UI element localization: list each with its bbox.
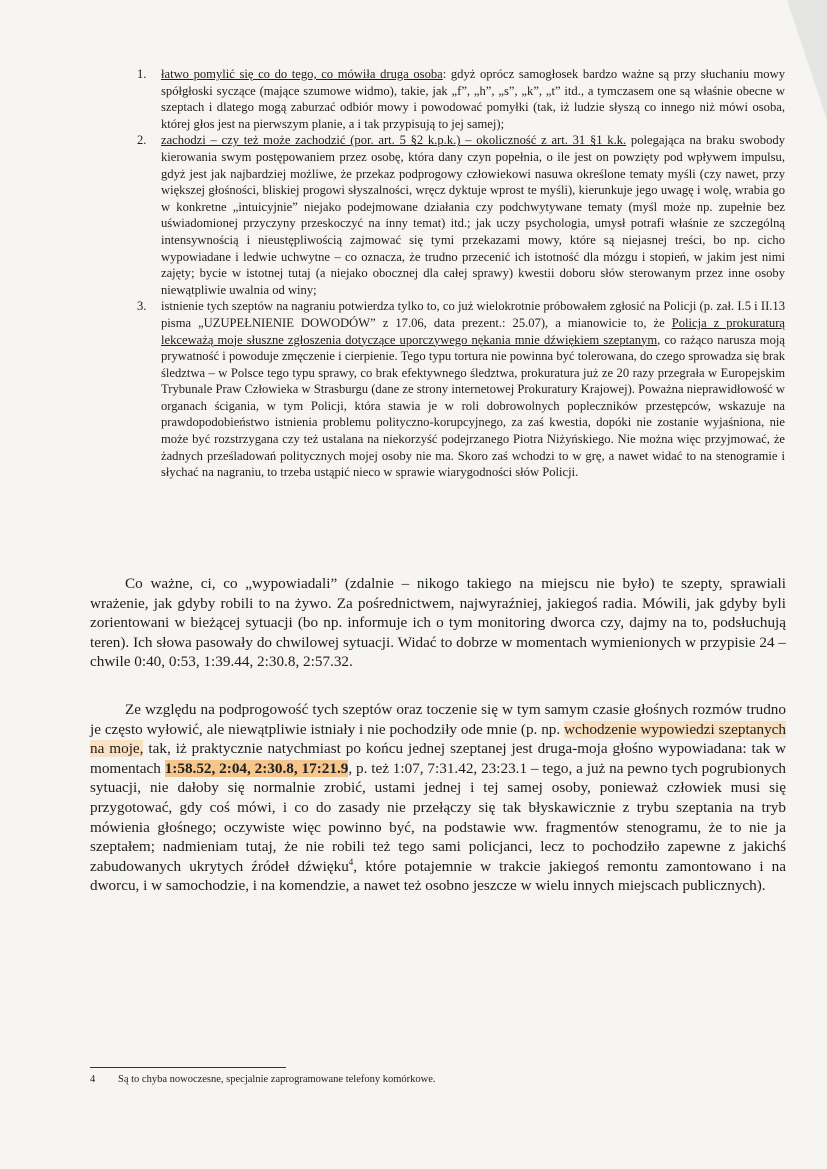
list-text: istnienie tych szeptów na nagraniu potwierdza tylko to, co już wielokrotnie próbowałem zgłosić na Policji (p. zał. I.5 i II.13 pisma „UZUPEŁNIENIE DOWODÓW” z 17.06, data prezent.: 25.07), a mianowicie to, że <box>161 299 785 330</box>
highlighted-phrase: wchodzenie wypowiedzi szeptanych na moje, <box>90 720 786 758</box>
footnote-divider <box>90 1067 286 1068</box>
paragraph-text: , które potajemnie w trakcie jakiegoś remontu zamontowano i na dworcu, i w samochodzie, i na komendzie, a nawet też osobno jeszcze w wielu innych miejscach publicznych). <box>90 857 786 895</box>
underlined-phrase: Policja z prokuraturą lekceważą moje słuszne zgłoszenia dotyczące uporczywego nękania mnie dźwiękiem szeptanym <box>161 315 786 347</box>
highlighted-timestamps: 1:58.52, 2:04, 2:30.8, 17:21.9 <box>164 759 349 777</box>
footnote-reference: 4 <box>348 856 354 867</box>
list-text: : gdyż oprócz samogłosek bardzo ważne są przy słuchaniu mowy spółgłoski syczące (mające szumowe widmo), takie, jak „f”, „h”, „s”, „k”, „t” itd., a tymczasem one są właśnie obecne w szeptach i dlatego mogą zaburzać odbiór mowy i powodować pomyłki (tak, iż ludzie słyszą co innego niż mówi osoba, której głos jest na pierwszym planie, a i tak przypisują to jej samej); <box>161 67 785 131</box>
footnote <box>90 1073 690 1087</box>
list-item <box>105 66 785 132</box>
footnote-text: Są to chyba nowoczesne, specjalnie zaprogramowane telefony komórkowe. <box>118 1074 436 1085</box>
page-corner-fold <box>787 0 827 120</box>
list-text-continued: zaś kwestia, dopóki nie zostanie wyjaśniona, nie może być rozstrzygana czy też ustalana na niekorzyść podejrzanego Piotra Niżyńskiego. Nie można więc przyjmować, że żadnych prześladowań politycznych mojej osoby nie ma. Skoro zaś wchodzi to w grę, a nawet widać to na stenogramie i słychać na nagraniu, to trzeba ustąpić nieco w sprawie wiarygodności słów Policji. <box>161 415 785 480</box>
list-text: polegająca na braku swobody kierowania swym postępowaniem przez osobę, która dany czyn popełnia, o ile jest on powzięty pod wpływem impulsu, gdyż jest jak najbardziej możliwe, że przekaz podprogowy człowiekowi nasuwa określone tematy myśli (czy nawet, przy większej głośności, bliskiej progowi słyszalności, wręcz dyktuje wprost te myśli), kierunkuje jego uwagę i wolę, wrabia go w konkretne „intuicyjnie” niejako podejmowane działania czy podchwytywane tematy (myśl może np. zupełnie bez uświadomionej przyczyny przeskoczyć na inny temat) itd.; jak uczy psychologia, umysł potrafi właśnie ze szczególną intensywnością i nieustępliwością zajmować się tymi przekazami mowy, które są niejasnej treści, bo np. cicho wypowiadane i ledwie uchwytne – co oznacza, że trudno przecenić ich istotność dla mózgu i stopień, w jakim jest nimi zajęty; bycie w istotnej tutaj (a niejako obocznej dla całej sprawy) kwestii doboru słów sterowanym przez inne osoby niewątpliwie uwalnia od winy; <box>161 133 785 297</box>
list-item <box>105 132 785 298</box>
list-text: , co rażąco narusza moją prywatność i powoduje zmęczenie i cierpienie. Tego typu tortura nie powinna być tolerowana, do czego sprowadza się brak śledztwa – w Polsce tego typu sprawy, co brak efektywnego śledztwa, prokuratura już ze 20 razy przegrała w Europejskim Trybunale Praw Człowieka w Strasburgu (dane ze strony internetowej Prokuratury Krajowej). Poważna nieprawidłowość w organach ścigania, w tym Policji, która stawia je w roli dobrowolnych popleczników przestępców, wskazuje na prawdopodobieństwo istnienia problemu polityczno-korupcyjnego, za <box>161 332 785 430</box>
paragraph-text: , p. też 1:07, 7:31.42, 23:23.1 – tego, a już na pewno tych pogrubionych sytuacji, nie dałoby się normalnie zrobić, ustami jednej i tej samej osoby, ponieważ człowiek musi się przygotować, gdy coś mówi, i co do zasady nie przełączy się tak błyskawicznie z trybu szeptania na tryb mówienia głośnego; oczywiste więc powinno być, na podstawie ww. fragmentów stenogramu, że to nie ja szeptałem; nadmieniam tutaj, że nie robili też tego sami policjanci, lecz to pochodziło zapewne z jakichś zabudowanych ukrytych źródeł dźwięku <box>90 759 786 875</box>
list-number: 1. <box>137 67 147 81</box>
numbered-list <box>105 66 785 481</box>
footnote-number: 4 <box>90 1074 96 1085</box>
underlined-phrase: łatwo pomylić się co do tego, co mówiła druga osoba <box>161 67 443 81</box>
list-number: 2. <box>137 133 147 148</box>
paragraph-text: tak, iż praktycznie natychmiast po końcu jednej szeptanej jest druga-moja głośno wypowiadana: tak w momentach <box>90 740 787 777</box>
paragraph-2 <box>90 700 786 896</box>
underlined-phrase: zachodzi – czy też może zachodzić (por. art. 5 §2 k.p.k.) – okoliczność z art. 31 §1 k.k. <box>161 133 627 148</box>
list-item <box>105 298 785 481</box>
list-number: 3. <box>137 299 147 314</box>
paragraph-text: Ze względu na podprogowość tych szeptów oraz toczenie się w tym samym czasie głośnych rozmów trudno je często wyłowić, ale niewątpliwie istniały i nie pochodziły ode mnie (p. np. <box>90 701 786 738</box>
paragraph-1: Co ważne, ci, co „wypowiadali” (zdalnie – nikogo takiego na miejscu nie było) te szepty, sprawiali wrażenie, jak gdyby robili to na żywo. Za pośrednictwem, najwyraźniej, jakiegoś radia. Mówili, jak gdyby byli zorientowani w bieżącej sytuacji (bo np. informuje ich o tym monitoring dworca czy, dajmy na to, podsłuchują teren). Ich słowa pasowały do chwilowej sytuacji. Widać to dobrze w momentach wymienionych w przypisie 24 – chwile 0:40, 0:53, 1:39.44, 2:30.8, 2:57.32. <box>90 575 786 671</box>
